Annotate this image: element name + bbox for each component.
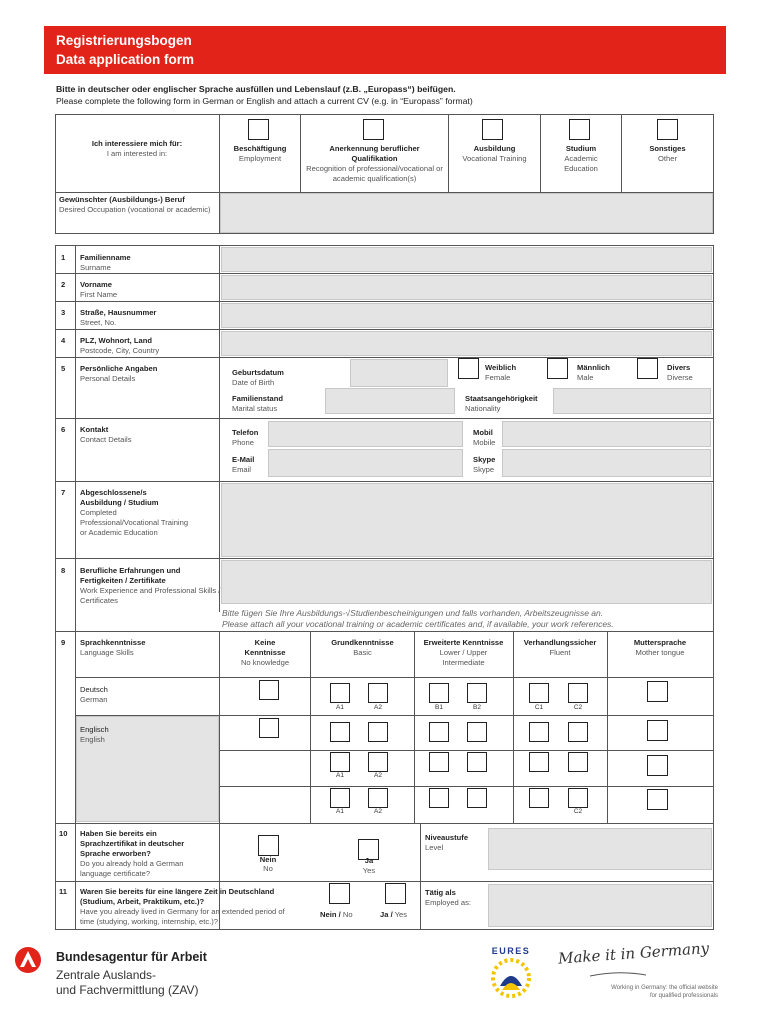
email-label-de: E-Mail	[232, 455, 255, 464]
female-label-en: Female	[485, 373, 511, 382]
english-mother-checkbox[interactable]	[647, 720, 668, 741]
birth-label-de: Geburtsdatum	[232, 368, 284, 377]
zav-line1: Zentrale Auslands-	[56, 968, 157, 982]
street-input[interactable]	[221, 303, 712, 328]
level-field-de: Niveaustufe	[425, 833, 469, 842]
occupation-input[interactable]	[220, 193, 713, 233]
level-checkbox[interactable]	[529, 752, 549, 772]
row-number: 9	[61, 638, 66, 647]
certificate-no-en: No	[263, 864, 273, 873]
main-table	[55, 245, 714, 930]
eures-logo	[488, 946, 534, 1002]
col-intermediate-de: Erweiterte Kenntnisse	[423, 638, 504, 647]
separator: /	[390, 910, 393, 919]
employed-as-de: Tätig als	[425, 888, 456, 897]
intro-de: Bitte in deutscher oder englischer Sprache ausfüllen und Lebenslauf (z.B. „Europass“) beifügen.	[56, 84, 456, 94]
nationality-label-de: Staatsangehörigkeit	[465, 394, 538, 403]
level-checkbox[interactable]	[568, 683, 588, 703]
experience-label-en: Work Experience and Professional Skills / Certificates	[80, 586, 221, 605]
certificate-no-de: Nein	[259, 855, 277, 864]
employed-as-en: Employed as:	[425, 898, 472, 907]
recognition-label-en: Recognition of professional/vocational or academic qualification(s)	[306, 164, 443, 183]
form-header	[44, 26, 726, 74]
row-number: 10	[59, 829, 68, 838]
level-label: C2	[573, 704, 583, 711]
attach-note-de: Bitte fügen Sie Ihre Ausbildungs-√Studienbescheinigungen und falls vorhanden, Arbeitszeugnisse an.	[222, 608, 604, 618]
level-checkbox[interactable]	[368, 788, 388, 808]
employed-as-input[interactable]	[488, 884, 712, 927]
level-checkbox[interactable]	[368, 683, 388, 703]
checkbox-vocational-training[interactable]	[482, 119, 503, 140]
level-label: C2	[573, 808, 583, 815]
level-checkbox[interactable]	[467, 752, 487, 772]
personal-label-en: Personal Details	[80, 374, 136, 383]
surname-label-en: Surname	[80, 263, 111, 272]
marital-label-de: Familienstand	[232, 394, 284, 403]
nationality-input[interactable]	[553, 388, 711, 414]
stay-yes-de: Ja	[380, 910, 389, 919]
diverse-label-en: Diverse	[667, 373, 693, 382]
make-it-in-germany-logo	[557, 939, 718, 1004]
ba-logo-icon	[14, 946, 42, 974]
row-number: 3	[61, 308, 66, 317]
skype-input[interactable]	[502, 449, 711, 477]
male-label-de: Männlich	[577, 363, 610, 372]
education-label-de: Abgeschlossene/s Ausbildung / Studium	[80, 488, 159, 507]
col-fluent-de: Verhandlungssicher	[523, 638, 597, 647]
skype-label-en: Skype	[473, 465, 495, 474]
contact-label-en: Contact Details	[80, 435, 132, 444]
col-intermediate-en: Lower / Upper Intermediate	[439, 648, 488, 667]
miig-underline-icon	[588, 970, 648, 980]
level-label: B2	[473, 704, 481, 711]
diverse-label-de: Divers	[667, 363, 691, 372]
row-number: 4	[61, 336, 66, 345]
mobile-label-en: Mobile	[473, 438, 496, 447]
level-checkbox[interactable]	[467, 683, 487, 703]
germany-stay-label-en: Have you already lived in Germany for an extended period of time (studying, working, internship, etc.)?	[80, 907, 285, 926]
english-label-en: English	[80, 735, 105, 744]
miig-text: Make it in Germany	[557, 939, 710, 968]
phone-input[interactable]	[268, 421, 463, 447]
checkbox-other[interactable]	[657, 119, 678, 140]
experience-label-de: Berufliche Erfahrungen und Fertigkeiten / Zertifikate	[80, 566, 181, 585]
certificate-yes-en: Yes	[362, 866, 376, 875]
academic-label-en: Academic Education	[564, 154, 598, 173]
certificate-label-de: Haben Sie bereits ein Sprachzertifikat in deutscher Sprache erworben?	[80, 829, 185, 858]
row-number: 7	[61, 488, 66, 497]
vocational-label-en: Vocational Training	[462, 154, 527, 163]
row-number: 2	[61, 280, 66, 289]
level-checkbox[interactable]	[529, 788, 549, 808]
ba-name: Bundesagentur für Arbeit	[56, 950, 207, 964]
level-checkbox[interactable]	[429, 722, 449, 742]
level-checkbox[interactable]	[330, 788, 350, 808]
certificate-level-input[interactable]	[488, 828, 712, 870]
marital-status-input[interactable]	[325, 388, 455, 414]
col-none-de: Keine Kenntnisse	[244, 638, 286, 657]
german-mother-checkbox[interactable]	[647, 681, 668, 702]
eures-text: EURES	[491, 946, 531, 956]
checkbox-female[interactable]	[458, 358, 479, 379]
row-number: 8	[61, 566, 66, 575]
level-checkbox[interactable]	[429, 752, 449, 772]
first-name-input[interactable]	[221, 275, 712, 300]
email-label-en: Email	[232, 465, 251, 474]
email-input[interactable]	[268, 449, 463, 477]
miig-sub2: for qualified professionals	[649, 993, 718, 999]
checkbox-academic-education[interactable]	[569, 119, 590, 140]
level-checkbox[interactable]	[467, 722, 487, 742]
language-label-en: Language Skills	[80, 648, 134, 657]
level-checkbox[interactable]	[529, 683, 549, 703]
col-fluent-en: Fluent	[549, 648, 571, 657]
english-none-checkbox[interactable]	[259, 718, 279, 738]
personal-label-de: Persönliche Angaben	[80, 364, 158, 373]
mother-checkbox[interactable]	[647, 789, 668, 810]
surname-input[interactable]	[221, 247, 712, 272]
other-label-de: Sonstiges	[649, 144, 686, 153]
contact-label-de: Kontakt	[80, 425, 109, 434]
level-label: A2	[374, 808, 382, 815]
row-number: 5	[61, 364, 66, 373]
level-label: A1	[336, 808, 344, 815]
firstname-label-de: Vorname	[80, 280, 112, 289]
nationality-label-en: Nationality	[465, 404, 501, 413]
german-label-en: German	[80, 695, 108, 704]
level-checkbox[interactable]	[330, 722, 350, 742]
vocational-label-de: Ausbildung	[473, 144, 516, 153]
mother-checkbox[interactable]	[647, 755, 668, 776]
attach-note-en: Please attach all your vocational training or academic certificates and, if available, your work references.	[222, 619, 614, 629]
checkbox-diverse[interactable]	[637, 358, 658, 379]
german-label-de: Deutsch	[80, 685, 108, 694]
street-label-en: Street, No.	[80, 318, 117, 327]
interest-section	[55, 114, 714, 234]
skype-label-de: Skype	[473, 455, 496, 464]
germany-stay-yes-checkbox[interactable]	[385, 883, 406, 904]
level-label: B1	[435, 704, 443, 711]
employment-label-de: Beschäftigung	[233, 144, 287, 153]
zav-text	[56, 968, 199, 998]
level-label: A1	[336, 772, 344, 779]
col-none-en: No knowledge	[240, 658, 290, 667]
intro-text	[56, 83, 736, 107]
col-basic-de: Grundkenntnisse	[331, 638, 394, 647]
birth-label-en: Date of Birth	[232, 378, 275, 387]
germany-stay-label-de: Waren Sie bereits für eine längere Zeit in Deutschland (Studium, Arbeit, Praktikum, etc.)?	[80, 887, 275, 906]
miig-sub1: Working in Germany: the official website	[611, 985, 718, 991]
female-label-de: Weiblich	[485, 363, 517, 372]
english-label-de: Englisch	[80, 725, 109, 734]
city-label-de: PLZ, Wohnort, Land	[80, 336, 152, 345]
level-checkbox[interactable]	[467, 788, 487, 808]
level-checkbox[interactable]	[330, 683, 350, 703]
level-checkbox[interactable]	[429, 788, 449, 808]
phone-label-de: Telefon	[232, 428, 259, 437]
row-number: 11	[59, 887, 68, 896]
checkbox-male[interactable]	[547, 358, 568, 379]
recognition-label-de: Anerkennung beruflicher Qualifikation	[329, 144, 420, 163]
zav-line2: und Fachvermittlung (ZAV)	[56, 983, 199, 997]
phone-label-en: Phone	[232, 438, 254, 447]
col-basic-en: Basic	[353, 648, 372, 657]
language-label-de: Sprachkenntnisse	[80, 638, 146, 647]
level-checkbox[interactable]	[568, 722, 588, 742]
birth-date-input[interactable]	[350, 359, 448, 387]
stay-no-de: Nein	[320, 910, 337, 919]
level-label: A2	[374, 704, 382, 711]
col-mother-en: Mother tongue	[635, 648, 685, 657]
eures-emblem-icon	[488, 956, 534, 1000]
stay-no-en: No	[342, 910, 353, 919]
marital-label-en: Marital status	[232, 404, 278, 413]
level-checkbox[interactable]	[568, 788, 588, 808]
level-checkbox[interactable]	[368, 722, 388, 742]
separator: /	[338, 910, 341, 919]
certificate-label-en: Do you already hold a German language certificate?	[80, 859, 184, 878]
interest-label-en: I am interested in:	[106, 149, 168, 158]
firstname-label-en: First Name	[80, 290, 118, 299]
education-input[interactable]	[221, 483, 712, 557]
occupation-label-en: Desired Occupation (vocational or academic)	[59, 205, 211, 214]
germany-stay-no-checkbox[interactable]	[329, 883, 350, 904]
certificate-no-checkbox[interactable]	[258, 835, 279, 856]
mobile-label-de: Mobil	[473, 428, 493, 437]
level-checkbox[interactable]	[368, 752, 388, 772]
other-label-en: Other	[658, 154, 677, 163]
street-label-de: Straße, Hausnummer	[80, 308, 157, 317]
level-checkbox[interactable]	[529, 722, 549, 742]
checkbox-recognition[interactable]	[363, 119, 384, 140]
col-mother-de: Muttersprache	[633, 638, 687, 647]
intro-en: Please complete the following form in German or English and attach a current CV (e.g. in “Europass” format)	[56, 96, 473, 106]
interest-label-de: Ich interessiere mich für:	[91, 139, 183, 148]
form-title-en: Data application form	[56, 52, 195, 67]
level-checkbox[interactable]	[568, 752, 588, 772]
ba-logo	[14, 946, 42, 974]
city-label-en: Postcode, City, Country	[80, 346, 160, 355]
form-title-de: Registrierungsbogen	[56, 33, 192, 48]
employment-label-en: Employment	[238, 154, 282, 163]
city-input[interactable]	[221, 331, 712, 356]
checkbox-employment[interactable]	[248, 119, 269, 140]
stay-yes-en: Yes	[394, 910, 408, 919]
occupation-label-de: Gewünschter (Ausbildungs-) Beruf	[59, 195, 185, 204]
academic-label-de: Studium	[565, 144, 597, 153]
german-none-checkbox[interactable]	[259, 680, 279, 700]
surname-label-de: Familienname	[80, 253, 131, 262]
level-label: C1	[534, 704, 544, 711]
row-number: 1	[61, 253, 66, 262]
row-number: 6	[61, 425, 66, 434]
mobile-input[interactable]	[502, 421, 711, 447]
education-label-en: Completed Professional/Vocational Training or Academic Education	[80, 508, 189, 537]
level-label: A1	[336, 704, 344, 711]
certificate-yes-de: Ja	[364, 856, 374, 865]
level-field-en: Level	[425, 843, 444, 852]
male-label-en: Male	[577, 373, 594, 382]
level-label: A2	[374, 772, 382, 779]
level-checkbox[interactable]	[429, 683, 449, 703]
experience-input[interactable]	[221, 560, 712, 604]
level-checkbox[interactable]	[330, 752, 350, 772]
